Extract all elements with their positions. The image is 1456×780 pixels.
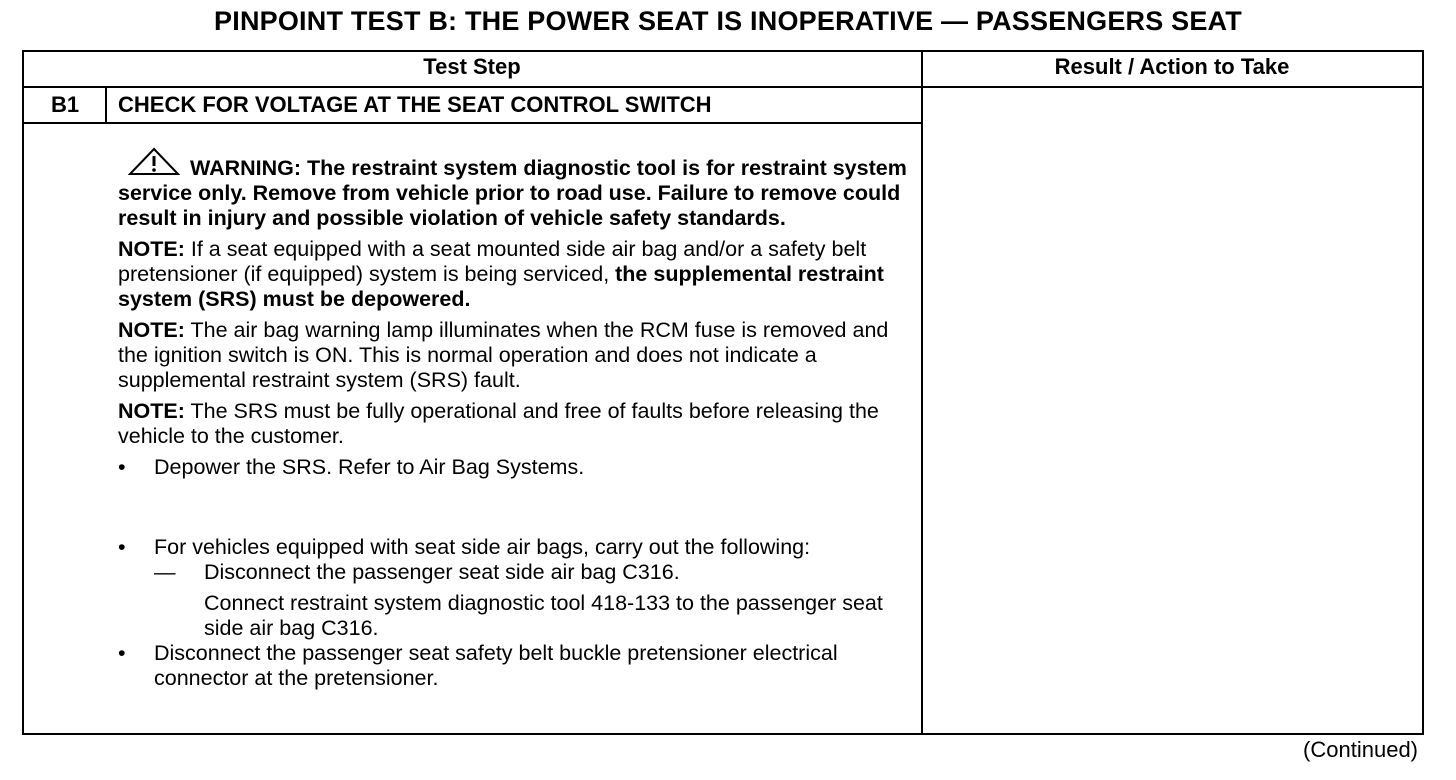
- header-divider: [22, 86, 1424, 88]
- note-text: The SRS must be fully operational and free of faults before releasing the vehicle to the customer.: [118, 399, 879, 448]
- note-text: If a seat equipped with a seat mounted side air bag and/or a safety belt pretensioner (if equipped) system is being serviced,: [118, 237, 867, 286]
- note-warning-lamp: [118, 318, 908, 393]
- warning-triangle-icon: [128, 147, 180, 177]
- bullet-text: For vehicles equipped with seat side air bags, carry out the following:: [154, 535, 811, 559]
- bullet-symbol: •: [118, 641, 126, 665]
- bullet-text: Depower the SRS. Refer to Air Bag Systems.: [154, 455, 585, 479]
- bullet-symbol: •: [118, 535, 126, 559]
- note-text: The air bag warning lamp illuminates when the RCM fuse is removed and the ignition switch is ON. This is normal operation and does not indicate a supplemental restraint system (SRS) fault.: [118, 318, 889, 392]
- note-srs-depower: [118, 237, 908, 312]
- sub-step-disconnect: [154, 560, 908, 585]
- note-label: NOTE:: [118, 237, 185, 261]
- header-test-step: Test Step: [423, 54, 521, 79]
- step-title: CHECK FOR VOLTAGE AT THE SEAT CONTROL SWITCH: [118, 92, 712, 117]
- warning-text: WARNING: The restraint system diagnostic tool is for restraint system service only. Remove from vehicle prior to road use. Failure to remove could result in injury and possible violation of vehicle safety standards.: [118, 156, 907, 230]
- continued-label: (Continued): [1303, 737, 1418, 762]
- step-row-divider: [22, 122, 923, 124]
- sub-step-text: Disconnect the passenger seat side air bag C316.: [204, 560, 680, 584]
- note-label: NOTE:: [118, 399, 185, 423]
- note-srs-operational: [118, 399, 908, 449]
- column-divider: [921, 50, 923, 735]
- page-title: PINPOINT TEST B: THE POWER SEAT IS INOPERATIVE — PASSENGERS SEAT: [214, 6, 1242, 36]
- header-result: Result / Action to Take: [1054, 54, 1290, 79]
- bullet-symbol: •: [118, 455, 126, 479]
- dash-symbol: —: [154, 560, 176, 584]
- bullet-text: Disconnect the passenger seat safety belt buckle pretensioner electrical connector at the pretensioner.: [154, 641, 838, 690]
- bullet-side-air-bags: [118, 535, 908, 641]
- sub-step-connect-tool: Connect restraint system diagnostic tool 418-133 to the passenger seat side air bag C316.: [204, 591, 883, 640]
- bullet-pretensioner: [118, 641, 908, 691]
- warning-block: [118, 147, 908, 231]
- note-bold-text: the supplemental restraint system (SRS) must be depowered.: [118, 262, 884, 311]
- step-body: [118, 137, 908, 691]
- bullet-depower: [118, 455, 908, 480]
- note-label: NOTE:: [118, 318, 185, 342]
- step-id: B1: [50, 92, 80, 117]
